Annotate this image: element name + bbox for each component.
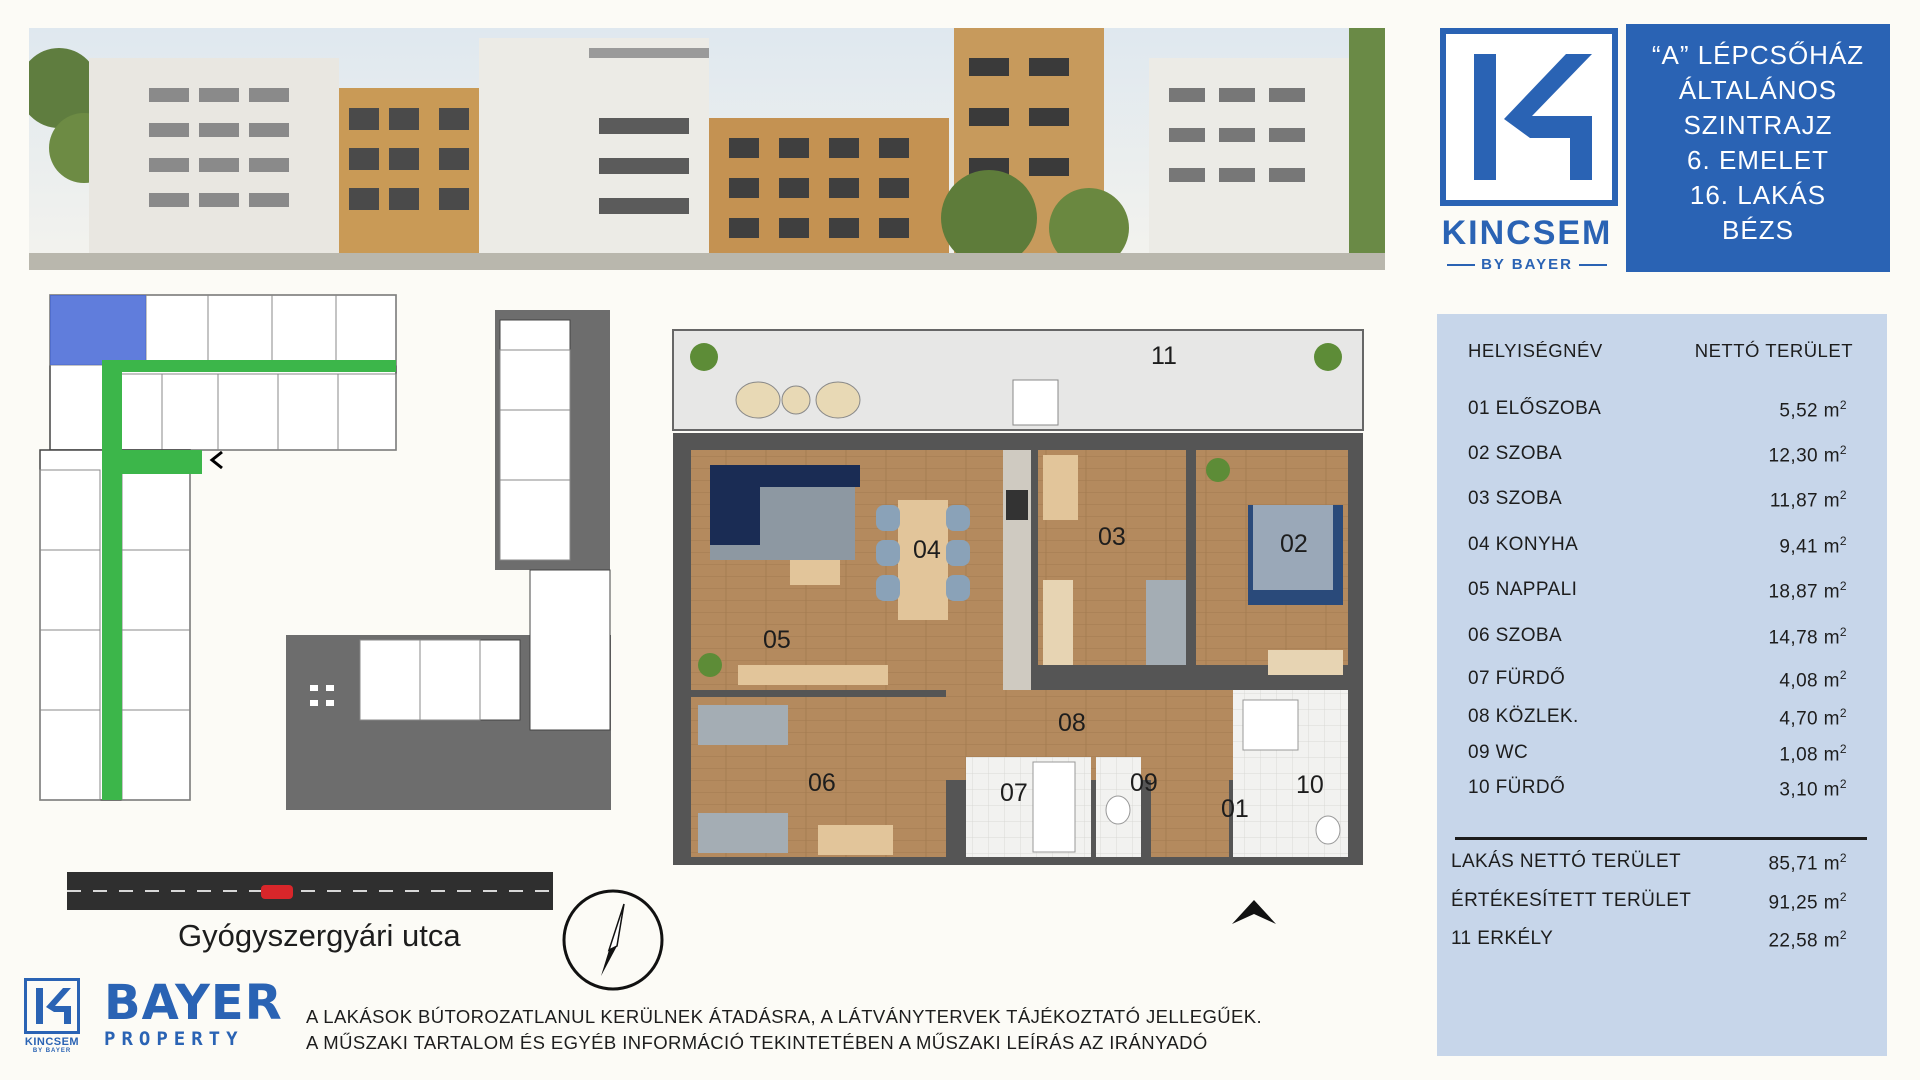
table-row: 06 SZOBA 14,78 $m^2$	[1468, 625, 1847, 649]
info-floor: 6. EMELET	[1687, 145, 1829, 175]
table-row: 04 KONYHA 9,41 $m^2$	[1468, 534, 1847, 558]
room-label-07: 07	[1000, 779, 1028, 807]
k-logo-icon	[1440, 28, 1618, 206]
info-floorplan: SZINTRAJZ	[1683, 110, 1833, 140]
entrance-arrow-icon	[1230, 896, 1278, 928]
highlighted-apartment	[50, 295, 146, 365]
bayer-wordmark: BAYER	[104, 975, 283, 1031]
disclaimer	[306, 1004, 1262, 1056]
header	[1432, 24, 1890, 272]
info-apartment: 16. LAKÁS	[1689, 180, 1827, 210]
k-mini-logo-icon	[24, 978, 80, 1034]
building-render-image	[29, 28, 1385, 270]
room-label-03: 03	[1098, 523, 1126, 551]
apartment-floor-plan	[668, 325, 1368, 870]
room-label-04: 04	[913, 536, 941, 564]
building-render-banner	[29, 28, 1385, 270]
room-label-01: 01	[1221, 795, 1249, 823]
room-label-08: 08	[1058, 709, 1086, 737]
compass-icon	[561, 888, 665, 992]
table-row: 01 ELŐSZOBA 5,52 $m^2$	[1468, 398, 1847, 422]
total-row-balcony: 11 ERKÉLY 22,58 $m^2$	[1451, 928, 1847, 952]
kincsem-mini-logo	[22, 978, 82, 1052]
table-divider	[1455, 837, 1867, 840]
room-label-05: 05	[763, 626, 791, 654]
car-icon	[261, 885, 293, 899]
table-row: 08 KÖZLEK. 4,70 $m^2$	[1468, 706, 1847, 730]
room-label-11: 11	[1151, 342, 1177, 370]
kincsem-logo	[1432, 24, 1622, 272]
bayer-subtitle: PROPERTY	[104, 1028, 244, 1050]
room-label-10: 10	[1296, 771, 1324, 799]
total-row-net: LAKÁS NETTÓ TERÜLET 85,71 $m^2$	[1451, 851, 1847, 875]
room-label-09: 09	[1130, 769, 1158, 797]
mini-logo-wordmark: KINCSEM	[24, 1036, 80, 1048]
total-row-sold: ÉRTÉKESÍTETT TERÜLET 91,25 $m^2$	[1451, 890, 1847, 914]
street-strip	[67, 872, 553, 910]
info-staircase: “A” LÉPCSŐHÁZ	[1651, 40, 1865, 70]
logo-wordmark: KINCSEM	[1441, 214, 1613, 252]
table-row: 09 WC 1,08 $m^2$	[1468, 742, 1847, 766]
table-row: 07 FÜRDŐ 4,08 $m^2$	[1468, 668, 1847, 692]
header-room-name: HELYISÉGNÉV	[1468, 340, 1603, 361]
table-row: 02 SZOBA 12,30 $m^2$	[1468, 443, 1847, 467]
disclaimer-line-1: A LAKÁSOK BÚTOROZATLANUL KERÜLNEK ÁTADÁSRA, A LÁTVÁNYTERVEK TÁJÉKOZTATÓ JELLEGŰEK.	[306, 1006, 1263, 1027]
street-label: Gyógyszergyári utca	[178, 918, 461, 953]
apartment-info-box	[1626, 24, 1890, 272]
table-row: 05 NAPPALI 18,87 $m^2$	[1468, 579, 1847, 603]
mini-logo-subtitle: BY BAYER	[32, 1048, 72, 1054]
room-label-06: 06	[808, 769, 836, 797]
site-floor-plan	[30, 290, 650, 830]
info-general: ÁLTALÁNOS	[1678, 75, 1838, 105]
info-color: BÉZS	[1722, 215, 1794, 245]
logo-subtitle: BY BAYER	[1432, 256, 1622, 273]
disclaimer-line-2: A MŰSZAKI TARTALOM ÉS EGYÉB INFORMÁCIÓ TEKINTETÉBEN A MŰSZAKI LEÍRÁS AZ IRÁNYADÓ	[306, 1032, 1208, 1053]
area-table	[1437, 314, 1887, 1056]
table-row: 10 FÜRDŐ 3,10 $m^2$	[1468, 777, 1847, 801]
header-net-area: NETTÓ TERÜLET	[1694, 340, 1853, 361]
table-row: 03 SZOBA 11,87 $m^2$	[1468, 488, 1847, 512]
room-label-02: 02	[1280, 530, 1308, 558]
bayer-property-logo	[104, 975, 283, 1050]
